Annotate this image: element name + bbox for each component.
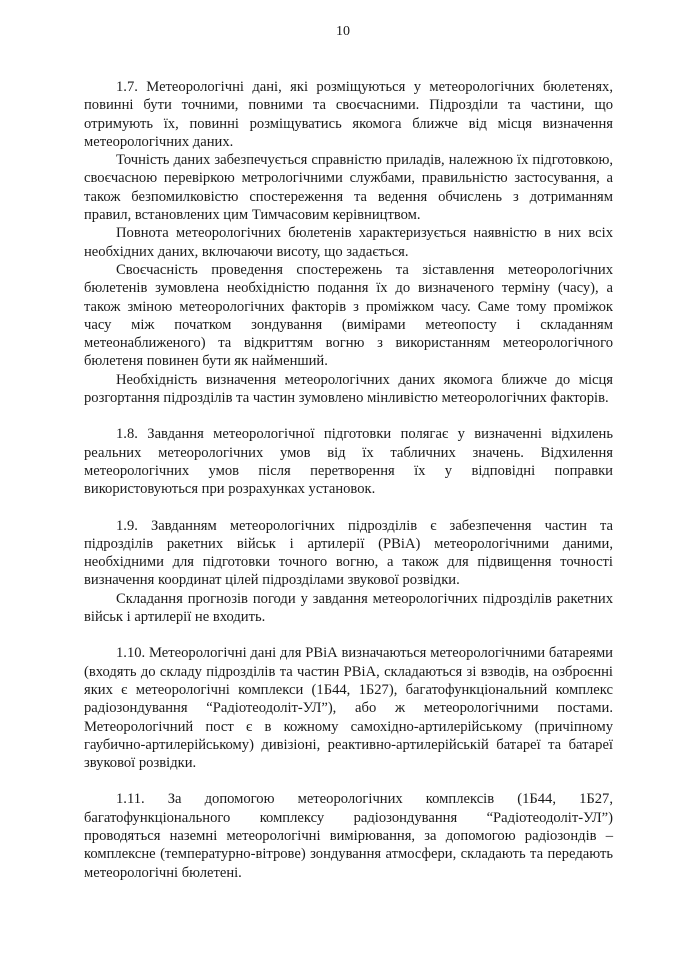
paragraph-accuracy: Точність даних забезпечується справністю приладів, належною їх підготовкою, своєчасною перевіркою метрологічними службами, правильністю застосування, а також безпомилковістю спостереження та ведення обчислень з дотриманням правил, встановлених цим Тимчасовим керівництвом. <box>84 152 613 224</box>
paragraph-completeness: Повнота метеорологічних бюлетенів характеризується наявністю в них всіх необхідних даних, включаючи висоту, що задається. <box>84 225 613 260</box>
document-body <box>84 78 613 882</box>
paragraph-timeliness: Своєчасність проведення спостережень та зіставлення метеорологічних бюлетенів зумовлена необхідністю подання їх до визначеного терміну (часу), а також зміною метеорологічних факторів з проміжком часу. Саме тому проміжок часу між початком зондування (вимірами метеопосту і складанням метеонаближеного) та відкриттям вогню з використанням метеорологічного бюлетеня повинен бути як найменший. <box>84 261 613 370</box>
paragraph-1-11: 1.11. За допомогою метеорологічних комплексів (1Б44, 1Б27, багатофункціонального комплексу радіозондування “Радіотеодоліт-УЛ”) проводяться наземні метеорологічні вимірювання, за допомогою радіозондів – комплексне (температурно-вітрове) зондування атмосфери, складають та передають метеорологічні бюлетені. <box>84 791 613 881</box>
page-number: 10 <box>336 24 350 39</box>
paragraph-1-10: 1.10. Метеорологічні дані для РВіА визначаються метеорологічними батареями (входять до складу підрозділів та частин РВіА, складаються зі взводів, на озброєнні яких є метеорологічні комплекси (1Б44, 1Б27), багатофункціональний комплекс радіозондування “Радіотеодоліт-УЛ”), або ж метеорологічними постами. Метеорологічний пост є в кожному самохідно-артилерійському (причіпному гаубично-артилерійському) дивізіоні, реактивно-артилерійській батареї та батареї звукової розвідки. <box>84 645 613 772</box>
paragraph-1-7: 1.7. Метеорологічні дані, які розміщуються у метеорологічних бюлетенях, повинні бути точними, повними та своєчасними. Підрозділи та частини, що отримують їх, повинні розміщуватись якомога ближче від місця визначення метеорологічних даних. <box>84 79 613 150</box>
paragraph-1-9: 1.9. Завданням метеорологічних підрозділів є забезпечення частин та підрозділів ракетних військ і артилерії (РВіА) метеорологічними даними, необхідними для підготовки точного вогню, а також для підвищення точності визначення координат цілей підрозділами звукової розвідки. <box>84 517 613 589</box>
paragraph-1-8: 1.8. Завдання метеорологічної підготовки полягає у визначенні відхилень реальних метеорологічних умов від їх табличних значень. Відхилення метеорологічних умов після перетворення їх у відповідні поправки використовуються при розрахунках установок. <box>84 426 613 498</box>
paragraph-necessity: Необхідність визначення метеорологічних даних якомога ближче до місця розгортання підрозділів та частин зумовлено мінливістю метеорологічних факторів. <box>84 371 613 407</box>
paragraph-forecasts: Складання прогнозів погоди у завдання метеорологічних підрозділів ракетних військ і артилерії не входить. <box>84 590 613 626</box>
